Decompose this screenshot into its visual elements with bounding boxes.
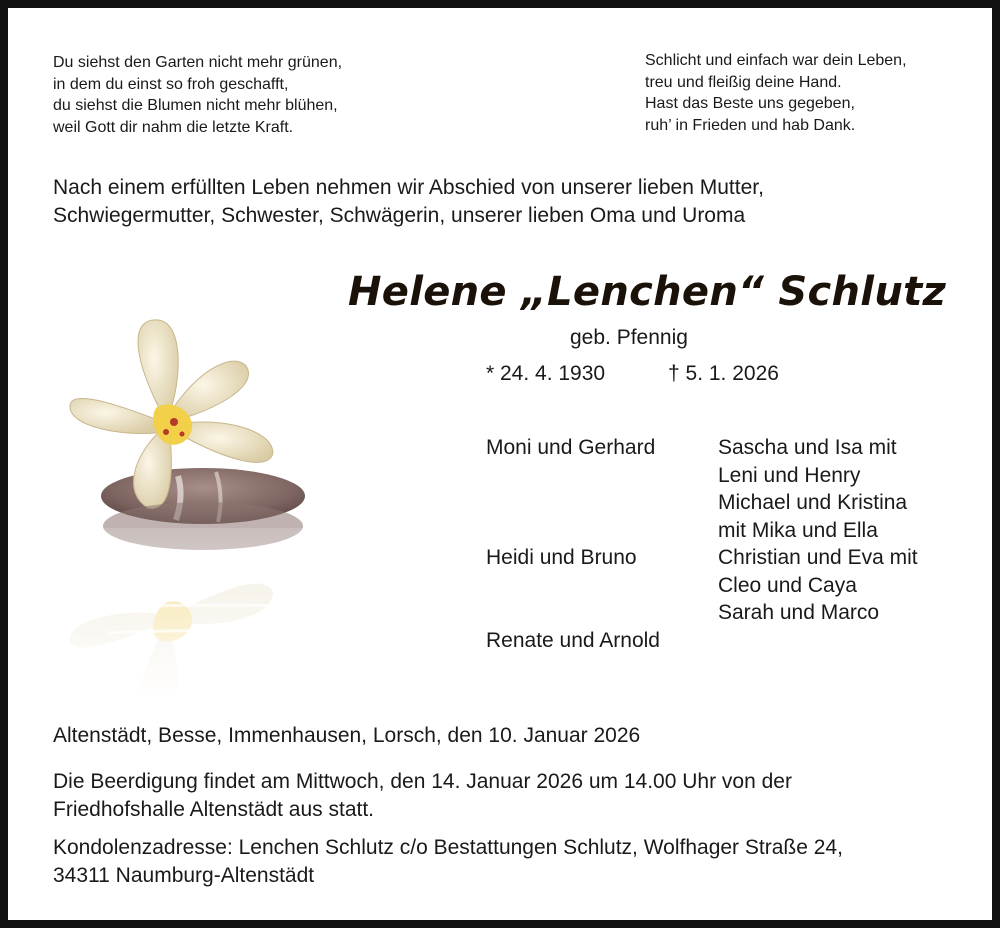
mourner-grandchildren: Sarah und Marco [718,601,880,624]
poem-line: treu und fleißig deine Hand. [645,73,842,91]
deceased-name: Helene „Lenchen“ Schlutz [348,269,947,315]
mourner-family: Moni und Gerhard [486,436,656,459]
mourner-grandchildren: Leni und Henry [718,463,861,487]
poem-right [645,50,907,136]
mourner-grandchildren: Michael und Kristina [718,491,908,514]
intro-line: Nach einem erfüllten Leben nehmen wir Abschied von unserer lieben Mutter, [53,176,764,199]
condolence-line: Kondolenzadresse: Lenchen Schlutz c/o Bestattungen Schlutz, Wolfhager Straße 24, [53,836,843,859]
intro-line: Schwiegermutter, Schwester, Schwägerin, unserer lieben Oma und Uroma [53,204,746,227]
orchid-on-stone-icon [58,308,378,693]
maiden-name: geb. Pfennig [570,326,688,349]
poem-line: Hast das Beste uns gegeben, [645,95,855,112]
mourner-grandchildren: mit Mika und Ella [718,518,878,542]
poem-line: weil Gott dir nahm die letzte Kraft. [53,118,294,136]
mourner-family: Renate und Arnold [486,629,660,652]
mourner-family: Heidi und Bruno [486,546,637,569]
death-date: † 5. 1. 2026 [668,362,779,385]
poem-line: ruh’ in Frieden und hab Dank. [645,116,856,134]
funeral-line: Die Beerdigung findet am Mittwoch, den 14. Januar 2026 um 14.00 Uhr von der [53,770,792,793]
mourner-grandchildren: Cleo und Caya [718,573,857,597]
condolence-address [53,834,843,890]
funeral-info [53,768,792,824]
condolence-line: 34311 Naumburg-Altenstädt [53,864,315,887]
poem-left [53,52,342,138]
funeral-line: Friedhofshalle Altenstädt aus statt. [53,798,375,821]
poem-line: Du siehst den Garten nicht mehr grünen, [53,54,343,71]
birth-date: * 24. 4. 1930 [486,362,606,385]
poem-line: in dem du einst so froh geschafft, [53,75,289,93]
mourner-grandchildren: Christian und Eva mit [718,546,918,569]
poem-line: du siehst die Blumen nicht mehr blühen, [53,97,338,114]
intro-text [53,174,764,230]
mourner-grandchildren: Sascha und Isa mit [718,436,897,459]
poem-line: Schlicht und einfach war dein Leben, [645,52,907,69]
place-date: Altenstädt, Besse, Immenhausen, Lorsch, den 10. Januar 2026 [53,724,641,747]
